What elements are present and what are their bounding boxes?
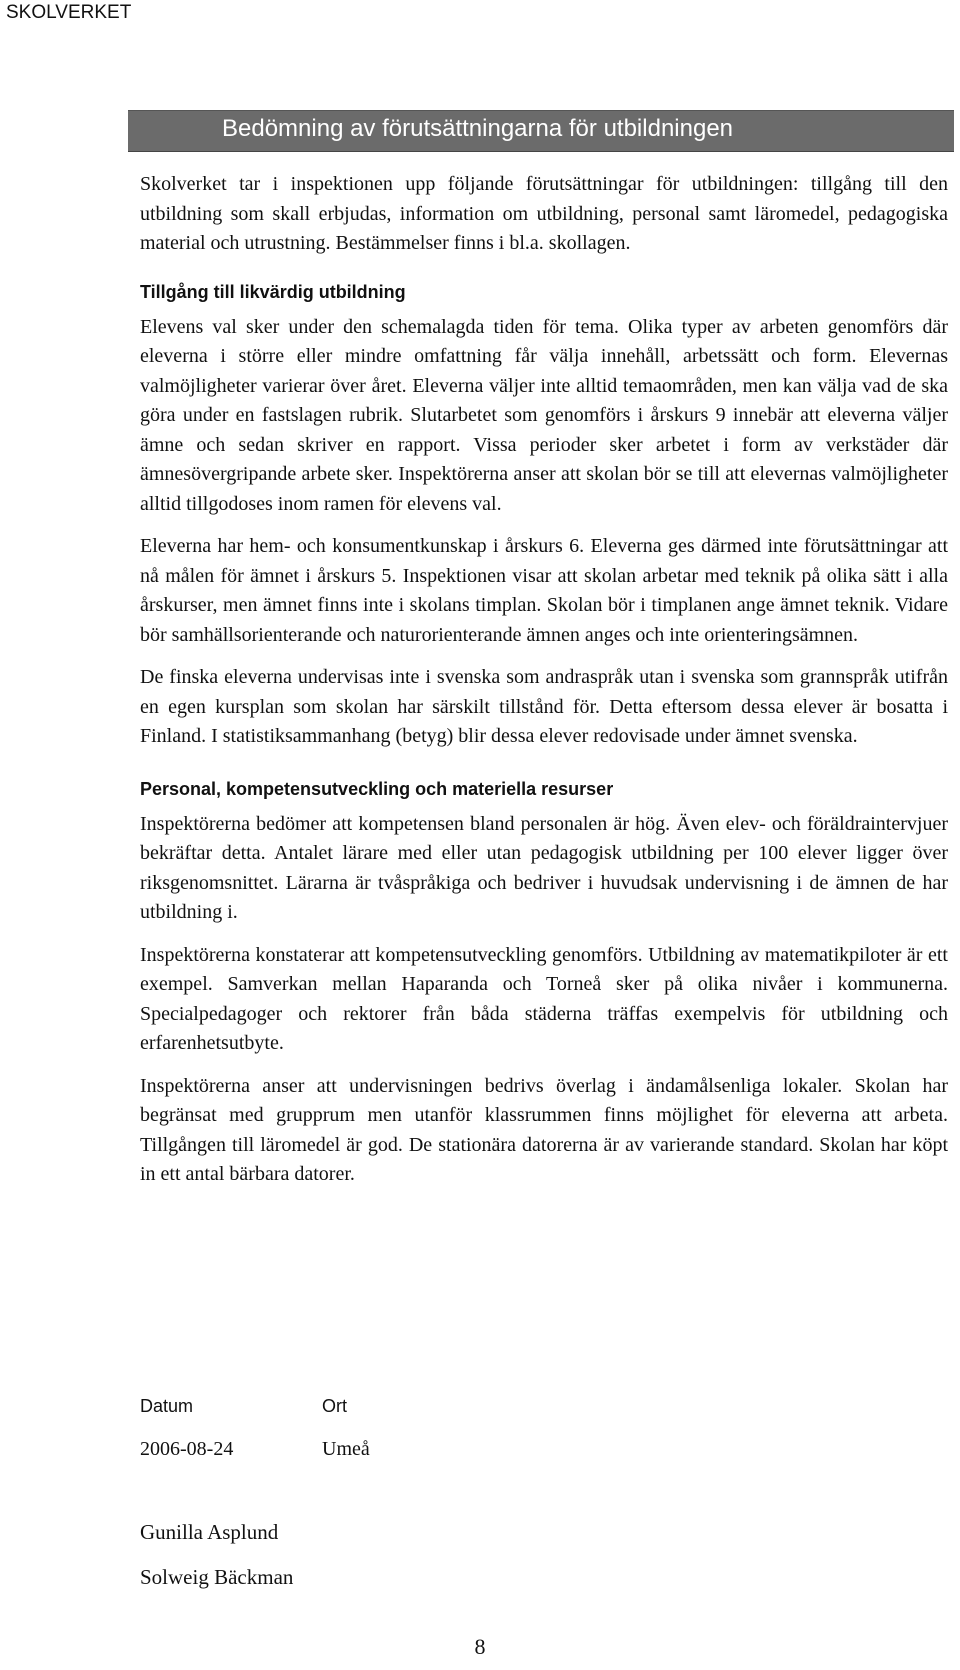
paragraph: Inspektörerna bedömer att kompetensen bland personalen är hög. Även elev- och föräldraintervjuer bekräftar detta. Antalet lärare med eller utan pedagogisk utbildning per 100 elever ligger över riksgenomsnittet. Lärarna är tvåspråkiga och bedriver i huvudsak undervisning i de ämnen de har utbildning i. — [140, 812, 948, 923]
paragraph: Elevens val sker under den schemalagda tiden för tema. Olika typer av arbeten genomförs där eleverna i större eller mindre omfattning får välja innehåll, arbetssätt och form. Elevernas valmöjligheter varierar över året. Eleverna väljer inte alltid temaområden, men kan välja vad de ska göra under en fastslagen rubrik. Slutarbetet som genomförs i årskurs 9 innebär att eleverna väljer ämne och sedan skriver en rapport. Vissa perioder sker arbetet i form av verkstäder där ämnesövergripande arbete sker. Inspektörerna anser att skolan bör se till att elevernas valmöjligheter alltid tillgodoses inom ramen för elevens val. — [140, 315, 948, 515]
signatory-name: Solweig Bäckman — [140, 1565, 294, 1589]
section-title-banner — [128, 110, 954, 152]
organization-name: SKOLVERKET — [6, 2, 132, 23]
date-label: Datum — [140, 1396, 194, 1416]
date-value: 2006-08-24 — [140, 1438, 234, 1460]
paragraph: Eleverna har hem- och konsumentkunskap i årskurs 6. Eleverna ges därmed inte förutsättningar att nå målen för ämnet i årskurs 5. Inspektionen visar att skolan arbetar med teknik på olika sätt i alla årskurser, men ämnet finns inte i skolans timplan. Skolan bör i timplanen ange ämnet teknik. Vidare bör samhällsorienterande och naturorienterande ämnen anges och inte orienteringsämnen. — [140, 535, 948, 646]
place-label: Ort — [322, 1396, 347, 1416]
subheading-staff-resources: Personal, kompetensutveckling och materiella resurser — [140, 778, 614, 799]
intro-paragraph: Skolverket tar i inspektionen upp följande förutsättningar för utbildningen: tillgång till den utbildning som skall erbjudas, information om utbildning, personal samt läromedel, pedagogiska material och utrustning. Bestämmelser finns i bl.a. skollagen. — [140, 173, 948, 254]
paragraph: De finska eleverna undervisas inte i svenska som andraspråk utan i svenska som grannspråk utifrån en egen kursplan som skolan har särskilt tillstånd för. Detta eftersom dessa elever är bosatta i Finland. I statistiksammanhang (betyg) blir dessa elever redovisade under ämnet svenska. — [140, 666, 948, 747]
document-body — [140, 170, 948, 1203]
page-number: 8 — [474, 1634, 486, 1659]
place-value: Umeå — [322, 1438, 370, 1460]
section-title: Bedömning av förutsättningarna för utbildningen — [222, 115, 734, 142]
signatory-name: Gunilla Asplund — [140, 1520, 279, 1544]
paragraph: Inspektörerna konstaterar att kompetensutveckling genomförs. Utbildning av matematikpiloter är ett exempel. Samverkan mellan Haparanda och Torneå sker på olika nivåer i kommunerna. Specialpedagoger och rektorer från båda städerna träffas exempelvis för utbildning och erfarenhetsutbyte. — [140, 943, 948, 1054]
paragraph: Inspektörerna anser att undervisningen bedrivs överlag i ändamålsenliga lokaler. Skolan har begränsat med grupprum men utanför klassrummen finns möjlighet för eleverna att arbeta. Tillgången till läromedel är god. De stationära datorerna är av varierande standard. Skolan har köpt in ett antal bärbara datorer. — [140, 1074, 948, 1185]
subheading-equal-education: Tillgång till likvärdig utbildning — [140, 281, 406, 302]
